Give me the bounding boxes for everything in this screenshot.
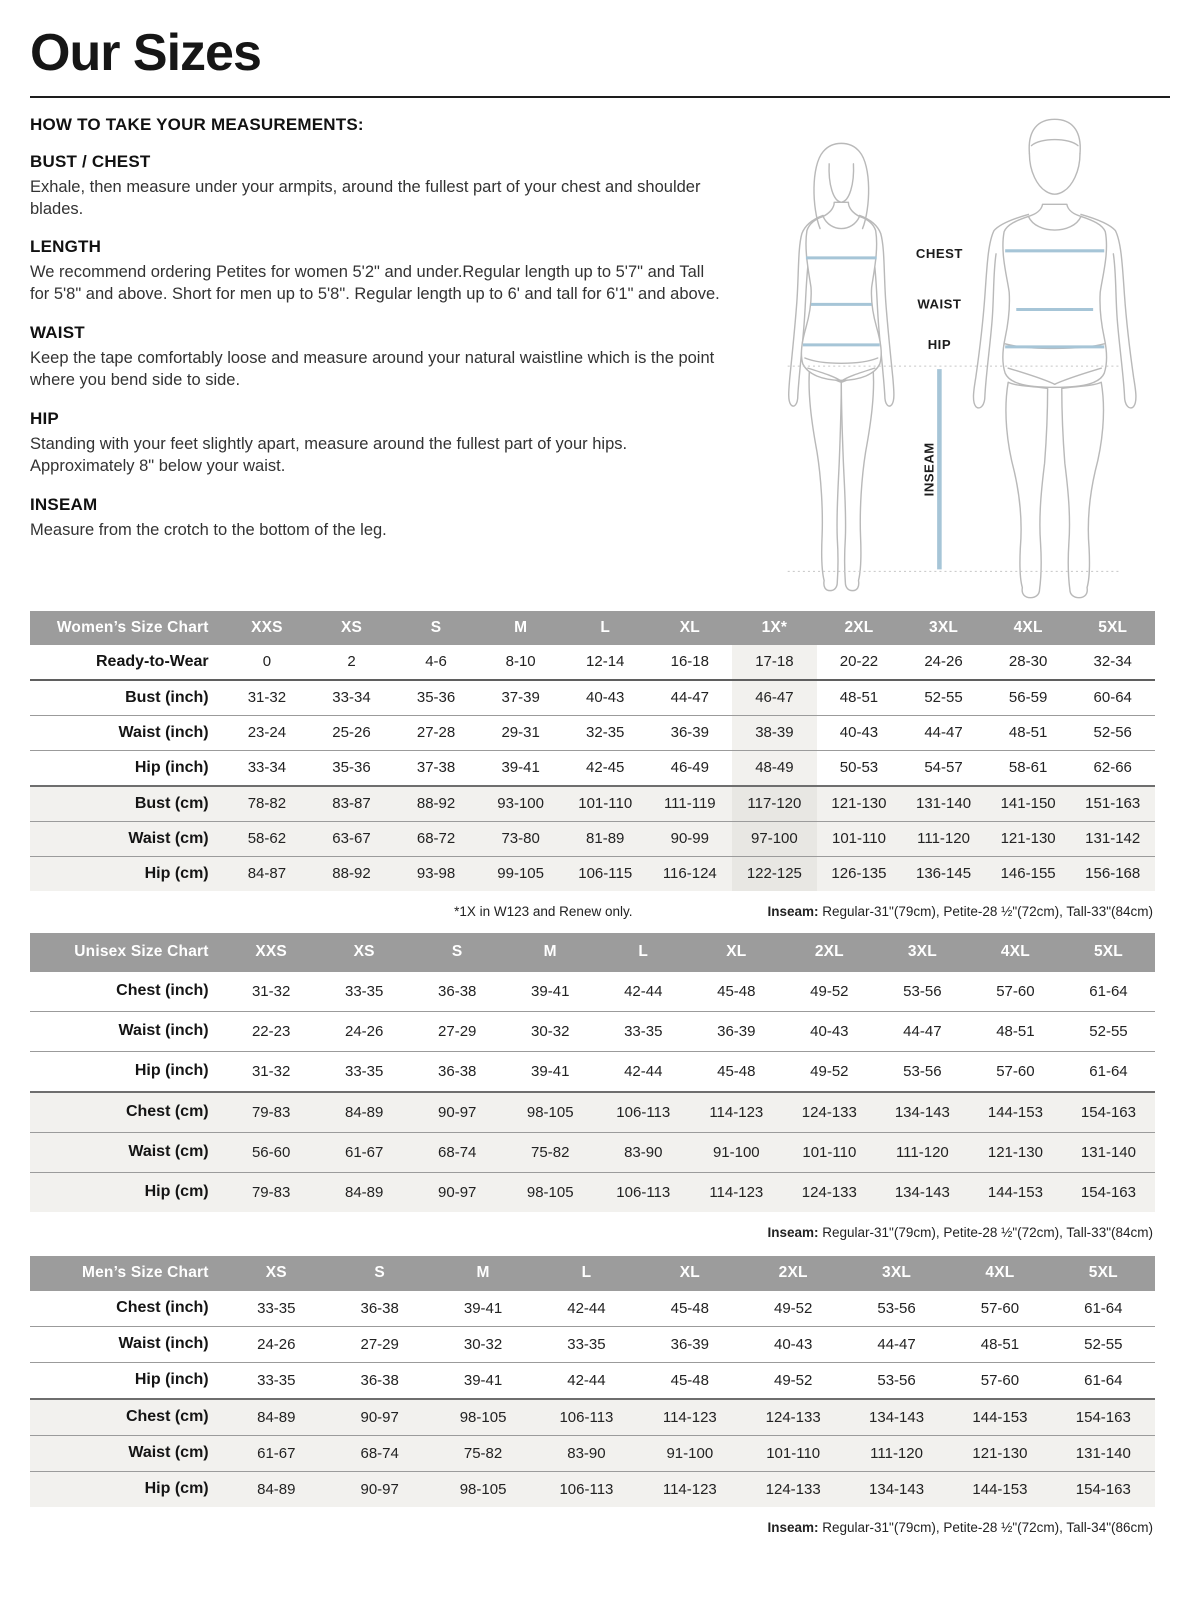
size-value-cell: 144-153 xyxy=(969,1092,1062,1133)
row-label: Chest (cm) xyxy=(30,1092,225,1133)
size-value-cell: 144-153 xyxy=(948,1399,1051,1436)
size-column-header: 4XL xyxy=(986,611,1071,645)
size-value-cell: 39-41 xyxy=(463,1299,503,1317)
size-value-cell: 134-143 xyxy=(845,1471,948,1507)
row-label: Waist (cm) xyxy=(30,1435,225,1471)
size-value-cell: 49-52 xyxy=(783,1051,876,1092)
size-value-cell: 154-163 xyxy=(1062,1092,1155,1133)
size-value-cell: 90-99 xyxy=(648,821,733,856)
mens-inseam-note: Inseam: Regular-31"(79cm), Petite-28 ½"(72cm), Tall-34"(86cm) xyxy=(767,1519,1153,1535)
size-value-cell: 111-120 xyxy=(876,1132,969,1172)
size-value-cell: 88-92 xyxy=(394,786,479,822)
mens-size-chart-table xyxy=(30,1256,1155,1507)
womens-inseam-note: Inseam: Regular-31"(79cm), Petite-28 ½"(72cm), Tall-33"(84cm) xyxy=(767,903,1153,919)
size-value-cell: 54-57 xyxy=(901,750,986,786)
size-value-cell: 42-44 xyxy=(597,1051,690,1092)
row-label: Bust (cm) xyxy=(30,786,225,822)
size-value-cell: 111-120 xyxy=(901,821,986,856)
size-value-cell: 24-26 xyxy=(225,1326,328,1362)
size-column-header: XL xyxy=(648,611,733,645)
size-value-cell: 20-22 xyxy=(839,653,879,671)
mens-size-chart-section xyxy=(30,1256,1155,1535)
size-value-cell: 27-29 xyxy=(411,1011,504,1051)
size-value-cell: 98-105 xyxy=(431,1471,534,1507)
size-value-cell: 90-97 xyxy=(411,1092,504,1133)
size-value-cell: 39-41 xyxy=(431,1362,534,1399)
chest-label: CHEST xyxy=(915,245,963,261)
measurement-instructions-row xyxy=(30,111,1170,603)
size-value-cell: 36-38 xyxy=(411,1051,504,1092)
size-value-cell: 33-35 xyxy=(344,982,384,1000)
womens-size-chart-table xyxy=(30,611,1155,891)
size-value-cell: 134-143 xyxy=(876,1092,969,1133)
unisex-size-chart-table xyxy=(30,933,1155,1212)
row-label: Waist (inch) xyxy=(30,715,225,750)
size-value-cell: 28-30 xyxy=(1008,653,1048,671)
size-value-cell: 33-35 xyxy=(225,1362,328,1399)
size-value-cell: 91-100 xyxy=(638,1435,741,1471)
size-value-cell: 36-39 xyxy=(690,1011,783,1051)
size-value-cell: 61-64 xyxy=(1062,1051,1155,1092)
size-value-cell: 53-56 xyxy=(876,1051,969,1092)
section-inseam xyxy=(30,495,725,542)
page-title: Our Sizes xyxy=(30,24,261,82)
size-value-cell: 111-119 xyxy=(648,786,733,822)
size-value-cell: 60-64 xyxy=(1070,680,1155,716)
row-label: Hip (inch) xyxy=(30,1362,225,1399)
size-column-header: XS xyxy=(318,933,411,972)
size-value-cell: 57-60 xyxy=(948,1362,1051,1399)
size-value-cell: 131-142 xyxy=(1070,821,1155,856)
size-value-cell: 45-48 xyxy=(717,982,756,1000)
section-waist xyxy=(30,323,725,392)
size-value-cell: 52-55 xyxy=(901,680,986,716)
size-value-cell: 42-44 xyxy=(567,1299,606,1317)
size-value-cell: 49-52 xyxy=(774,1299,813,1317)
row-label: Chest (inch) xyxy=(116,982,209,1000)
size-value-cell: 50-53 xyxy=(817,750,902,786)
table-title: Women’s Size Chart xyxy=(30,611,225,645)
size-column-header: L xyxy=(535,1256,638,1291)
size-value-cell: 121-130 xyxy=(948,1435,1051,1471)
size-value-cell: 2 xyxy=(347,653,356,671)
size-value-cell: 42-45 xyxy=(563,750,648,786)
size-value-cell: 33-35 xyxy=(535,1326,638,1362)
size-value-cell: 88-92 xyxy=(309,856,394,891)
size-value-cell: 124-133 xyxy=(742,1399,845,1436)
size-value-cell: 90-97 xyxy=(411,1172,504,1212)
size-value-cell: 121-130 xyxy=(969,1132,1062,1172)
size-value-cell: 52-55 xyxy=(1062,1011,1155,1051)
size-value-cell: 39-41 xyxy=(531,982,570,1000)
size-value-cell: 121-130 xyxy=(817,786,902,822)
size-value-cell: 45-48 xyxy=(670,1299,709,1317)
measurement-instructions xyxy=(30,111,725,603)
size-value-cell: 99-105 xyxy=(478,856,563,891)
womens-footnotes xyxy=(30,891,1155,919)
size-value-cell: 91-100 xyxy=(690,1132,783,1172)
size-value-cell: 114-123 xyxy=(638,1471,741,1507)
size-value-cell: 62-66 xyxy=(1070,750,1155,786)
size-value-cell: 114-123 xyxy=(638,1399,741,1436)
size-value-cell: 79-83 xyxy=(225,1092,318,1133)
size-column-header: 2XL xyxy=(742,1256,845,1291)
row-label: Hip (cm) xyxy=(30,1471,225,1507)
size-value-cell: 75-82 xyxy=(431,1435,534,1471)
size-value-cell: 134-143 xyxy=(845,1399,948,1436)
size-value-cell: 79-83 xyxy=(225,1172,318,1212)
size-value-cell: 46-47 xyxy=(732,680,817,716)
size-value-cell: 58-62 xyxy=(225,821,310,856)
size-value-cell: 30-32 xyxy=(431,1326,534,1362)
size-value-cell: 46-49 xyxy=(648,750,733,786)
size-value-cell: 57-60 xyxy=(969,1051,1062,1092)
size-value-cell: 154-163 xyxy=(1062,1172,1155,1212)
size-value-cell: 84-89 xyxy=(225,1399,328,1436)
size-value-cell: 53-56 xyxy=(877,1299,916,1317)
size-value-cell: 68-74 xyxy=(411,1132,504,1172)
size-value-cell: 57-60 xyxy=(996,982,1035,1000)
size-value-cell: 83-90 xyxy=(597,1132,690,1172)
unisex-footnotes xyxy=(30,1212,1155,1240)
size-value-cell: 35-36 xyxy=(394,680,479,716)
size-value-cell: 39-41 xyxy=(504,1051,597,1092)
size-value-cell: 84-89 xyxy=(318,1172,411,1212)
size-column-header: L xyxy=(597,933,690,972)
size-value-cell: 106-113 xyxy=(597,1092,690,1133)
body-measurement-diagram xyxy=(725,113,1170,603)
size-column-header: 4XL xyxy=(948,1256,1051,1291)
size-value-cell: 36-39 xyxy=(648,715,733,750)
size-value-cell: 61-64 xyxy=(1084,1299,1123,1317)
size-column-header: 3XL xyxy=(845,1256,948,1291)
size-value-cell: 53-56 xyxy=(845,1362,948,1399)
size-value-cell: 48-49 xyxy=(732,750,817,786)
size-value-cell: 83-90 xyxy=(535,1435,638,1471)
size-column-header: 3XL xyxy=(876,933,969,972)
size-column-header: 4XL xyxy=(969,933,1062,972)
size-value-cell: 36-39 xyxy=(638,1326,741,1362)
size-value-cell: 98-105 xyxy=(431,1399,534,1436)
size-value-cell: 81-89 xyxy=(563,821,648,856)
size-column-header: M xyxy=(504,933,597,972)
size-value-cell: 154-163 xyxy=(1052,1399,1155,1436)
size-value-cell: 42-44 xyxy=(535,1362,638,1399)
size-value-cell: 156-168 xyxy=(1070,856,1155,891)
size-value-cell: 56-59 xyxy=(986,680,1071,716)
size-value-cell: 75-82 xyxy=(504,1132,597,1172)
size-value-cell: 151-163 xyxy=(1070,786,1155,822)
size-value-cell: 37-38 xyxy=(394,750,479,786)
row-label: Waist (inch) xyxy=(30,1011,225,1051)
size-value-cell: 131-140 xyxy=(1062,1132,1155,1172)
size-value-cell: 124-133 xyxy=(742,1471,845,1507)
size-value-cell: 24-26 xyxy=(318,1011,411,1051)
size-value-cell: 23-24 xyxy=(225,715,310,750)
size-value-cell: 17-18 xyxy=(732,645,817,680)
size-value-cell: 61-67 xyxy=(225,1435,328,1471)
size-value-cell: 61-64 xyxy=(1089,982,1128,1000)
size-value-cell: 78-82 xyxy=(225,786,310,822)
size-value-cell: 68-74 xyxy=(328,1435,431,1471)
unisex-size-chart-section xyxy=(30,933,1155,1240)
size-value-cell: 98-105 xyxy=(504,1092,597,1133)
size-column-header: L xyxy=(563,611,648,645)
size-value-cell: 106-113 xyxy=(535,1471,638,1507)
size-value-cell: 40-43 xyxy=(817,715,902,750)
size-value-cell: 136-145 xyxy=(901,856,986,891)
section-body: Exhale, then measure under your armpits, around the fullest part of your chest and shoulder blades. xyxy=(30,177,701,218)
size-value-cell: 49-52 xyxy=(810,982,849,1000)
size-value-cell: 122-125 xyxy=(732,856,817,891)
womens-1x-note: *1X in W123 and Renew only. xyxy=(454,903,633,919)
size-value-cell: 126-135 xyxy=(817,856,902,891)
body-figures-illustration xyxy=(725,113,1170,599)
womens-size-chart-section xyxy=(30,611,1155,919)
size-value-cell: 58-61 xyxy=(986,750,1071,786)
size-value-cell: 45-48 xyxy=(690,1051,783,1092)
size-value-cell: 44-47 xyxy=(845,1326,948,1362)
size-value-cell: 36-38 xyxy=(438,982,477,1000)
section-body: Standing with your feet slightly apart, measure around the fullest part of your hips. Approximately 8" below your waist. xyxy=(30,435,628,476)
size-value-cell: 53-56 xyxy=(903,982,942,1000)
size-value-cell: 44-47 xyxy=(876,1011,969,1051)
size-column-header: M xyxy=(478,611,563,645)
size-value-cell: 68-72 xyxy=(394,821,479,856)
section-body: Keep the tape comfortably loose and measure around your natural waistline which is the point where you bend side to side. xyxy=(30,349,715,390)
size-value-cell: 4-6 xyxy=(425,653,447,671)
size-value-cell: 40-43 xyxy=(742,1326,845,1362)
size-value-cell: 114-123 xyxy=(690,1092,783,1133)
size-value-cell: 101-110 xyxy=(783,1132,876,1172)
size-value-cell: 101-110 xyxy=(817,821,902,856)
mens-footnotes xyxy=(30,1507,1155,1535)
section-bust-chest xyxy=(30,152,725,221)
table-title: Unisex Size Chart xyxy=(30,933,225,972)
size-value-cell: 33-35 xyxy=(318,1051,411,1092)
size-column-header: S xyxy=(411,933,504,972)
size-value-cell: 0 xyxy=(262,653,272,671)
size-value-cell: 101-110 xyxy=(742,1435,845,1471)
section-heading: BUST / CHEST xyxy=(30,151,151,171)
size-value-cell: 33-34 xyxy=(225,750,310,786)
size-value-cell: 106-113 xyxy=(535,1399,638,1436)
size-value-cell: 52-55 xyxy=(1052,1326,1155,1362)
size-value-cell: 131-140 xyxy=(1052,1435,1155,1471)
size-value-cell: 37-39 xyxy=(478,680,563,716)
size-value-cell: 84-89 xyxy=(318,1092,411,1133)
size-column-header: 5XL xyxy=(1052,1256,1155,1291)
size-value-cell: 97-100 xyxy=(732,821,817,856)
section-heading: WAIST xyxy=(30,323,85,343)
how-to-heading: HOW TO TAKE YOUR MEASUREMENTS: xyxy=(30,114,364,134)
size-value-cell: 131-140 xyxy=(901,786,986,822)
size-value-cell: 117-120 xyxy=(732,786,817,822)
section-body: Measure from the crotch to the bottom of the leg. xyxy=(30,521,387,540)
row-label: Bust (inch) xyxy=(30,680,225,716)
size-column-header: XL xyxy=(690,933,783,972)
size-value-cell: 42-44 xyxy=(624,982,663,1000)
size-value-cell: 44-47 xyxy=(901,715,986,750)
size-value-cell: 106-113 xyxy=(597,1172,690,1212)
table-title: Men’s Size Chart xyxy=(30,1256,225,1291)
size-value-cell: 32-35 xyxy=(563,715,648,750)
row-label: Ready-to-Wear xyxy=(96,652,209,670)
size-value-cell: 124-133 xyxy=(783,1092,876,1133)
size-column-header: 5XL xyxy=(1062,933,1155,972)
size-value-cell: 27-29 xyxy=(328,1326,431,1362)
size-value-cell: 154-163 xyxy=(1052,1471,1155,1507)
size-value-cell: 93-98 xyxy=(394,856,479,891)
row-label: Hip (cm) xyxy=(30,856,225,891)
size-value-cell: 52-56 xyxy=(1070,715,1155,750)
size-value-cell: 84-87 xyxy=(225,856,310,891)
size-column-header: XL xyxy=(638,1256,741,1291)
title-divider xyxy=(30,96,1170,98)
size-value-cell: 33-35 xyxy=(597,1011,690,1051)
size-value-cell: 29-31 xyxy=(478,715,563,750)
size-value-cell: 8-10 xyxy=(505,653,536,671)
section-heading: INSEAM xyxy=(30,495,98,515)
size-value-cell: 63-67 xyxy=(309,821,394,856)
size-value-cell: 40-43 xyxy=(783,1011,876,1051)
size-value-cell: 111-120 xyxy=(845,1435,948,1471)
size-value-cell: 146-155 xyxy=(986,856,1071,891)
size-value-cell: 141-150 xyxy=(986,786,1071,822)
size-column-header: XS xyxy=(309,611,394,645)
size-value-cell: 40-43 xyxy=(563,680,648,716)
size-value-cell: 38-39 xyxy=(732,715,817,750)
waist-label: WAIST xyxy=(917,296,962,312)
size-value-cell: 73-80 xyxy=(478,821,563,856)
inseam-label: INSEAM xyxy=(921,441,937,496)
size-value-cell: 16-18 xyxy=(670,653,709,671)
size-value-cell: 101-110 xyxy=(563,786,648,822)
size-column-header: 1X* xyxy=(732,611,817,645)
size-value-cell: 61-67 xyxy=(318,1132,411,1172)
size-value-cell: 33-35 xyxy=(257,1299,296,1317)
size-value-cell: 57-60 xyxy=(980,1299,1020,1317)
size-value-cell: 56-60 xyxy=(225,1132,318,1172)
section-length xyxy=(30,237,725,306)
size-value-cell: 144-153 xyxy=(948,1471,1051,1507)
size-column-header: M xyxy=(431,1256,534,1291)
size-value-cell: 12-14 xyxy=(586,653,625,671)
row-label: Chest (cm) xyxy=(30,1399,225,1436)
row-label: Hip (inch) xyxy=(30,1051,225,1092)
size-value-cell: 25-26 xyxy=(309,715,394,750)
hip-label: HIP xyxy=(927,336,952,352)
size-value-cell: 114-123 xyxy=(690,1172,783,1212)
size-value-cell: 134-143 xyxy=(876,1172,969,1212)
row-label: Waist (cm) xyxy=(30,821,225,856)
section-body: We recommend ordering Petites for women 5'2" and under.Regular length up to 5'7" and Tall for 5'8" and above. Short for men up to 5'8". Regular length up to 6' and tall for 6'1" and above. xyxy=(30,263,720,304)
section-heading: LENGTH xyxy=(30,237,102,257)
size-value-cell: 31-32 xyxy=(225,680,310,716)
size-value-cell: 33-34 xyxy=(309,680,394,716)
size-value-cell: 90-97 xyxy=(328,1399,431,1436)
size-value-cell: 32-34 xyxy=(1093,653,1132,671)
size-value-cell: 61-64 xyxy=(1052,1362,1155,1399)
size-value-cell: 27-28 xyxy=(394,715,479,750)
size-value-cell: 116-124 xyxy=(648,856,733,891)
size-value-cell: 84-89 xyxy=(225,1471,328,1507)
row-label: Chest (inch) xyxy=(116,1299,209,1317)
size-column-header: XXS xyxy=(225,611,310,645)
size-value-cell: 31-32 xyxy=(225,1051,318,1092)
size-value-cell: 106-115 xyxy=(563,856,648,891)
size-value-cell: 39-41 xyxy=(478,750,563,786)
size-value-cell: 83-87 xyxy=(309,786,394,822)
section-heading: HIP xyxy=(30,409,59,429)
size-value-cell: 93-100 xyxy=(478,786,563,822)
size-value-cell: 124-133 xyxy=(783,1172,876,1212)
row-label: Waist (inch) xyxy=(30,1326,225,1362)
size-value-cell: 90-97 xyxy=(328,1471,431,1507)
size-value-cell: 48-51 xyxy=(948,1326,1051,1362)
size-value-cell: 44-47 xyxy=(648,680,733,716)
size-value-cell: 48-51 xyxy=(817,680,902,716)
size-value-cell: 35-36 xyxy=(309,750,394,786)
size-value-cell: 36-38 xyxy=(360,1299,399,1317)
size-column-header: 2XL xyxy=(817,611,902,645)
size-column-header: S xyxy=(328,1256,431,1291)
size-column-header: XS xyxy=(225,1256,328,1291)
size-value-cell: 98-105 xyxy=(504,1172,597,1212)
row-label: Hip (inch) xyxy=(30,750,225,786)
row-label: Hip (cm) xyxy=(30,1172,225,1212)
unisex-inseam-note: Inseam: Regular-31"(79cm), Petite-28 ½"(72cm), Tall-33"(84cm) xyxy=(767,1224,1153,1240)
size-value-cell: 48-51 xyxy=(986,715,1071,750)
size-value-cell: 49-52 xyxy=(742,1362,845,1399)
size-value-cell: 30-32 xyxy=(504,1011,597,1051)
size-value-cell: 24-26 xyxy=(924,653,963,671)
size-column-header: XXS xyxy=(225,933,318,972)
size-column-header: 5XL xyxy=(1070,611,1155,645)
size-value-cell: 22-23 xyxy=(225,1011,318,1051)
size-column-header: 2XL xyxy=(783,933,876,972)
size-value-cell: 45-48 xyxy=(638,1362,741,1399)
row-label: Waist (cm) xyxy=(30,1132,225,1172)
size-column-header: 3XL xyxy=(901,611,986,645)
size-value-cell: 36-38 xyxy=(328,1362,431,1399)
size-value-cell: 48-51 xyxy=(969,1011,1062,1051)
size-column-header: S xyxy=(394,611,479,645)
size-value-cell: 144-153 xyxy=(969,1172,1062,1212)
size-value-cell: 121-130 xyxy=(986,821,1071,856)
size-value-cell: 31-32 xyxy=(251,982,291,1000)
section-hip xyxy=(30,409,725,478)
